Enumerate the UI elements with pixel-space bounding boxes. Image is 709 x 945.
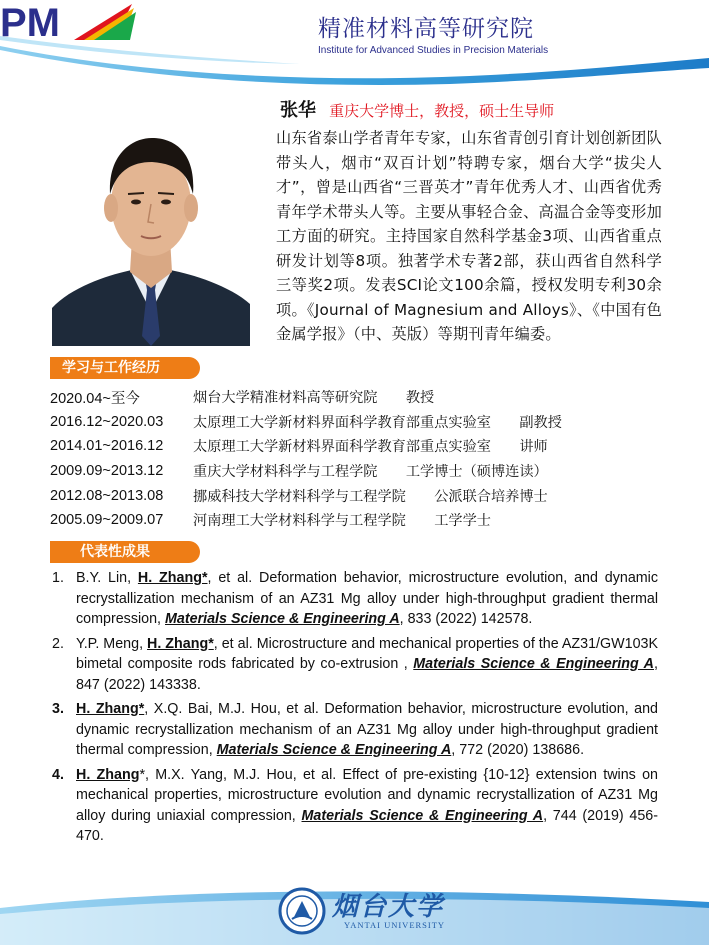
publication-title: , et al. Microstructure and mechanical properties of the AZ31/GW103K bimetal composite rods fabricated by co-extrusion , [76,635,659,672]
experience-row [50,508,690,533]
achievements-heading: 代表性成果 [50,541,200,563]
biography-text: 山东省泰山学者青年专家，山东省青创引育计划创新团队带头人，烟市“双百计划”特聘专家，烟台大学“拔尖人才”，曾是山西省“三晋英才”青年优秀人才、山西省优秀青年学术带头人等。主要从事轻合金、高温合金等变形加工方面的研究。主持国家自然科学基金3项、山西省重点研发计划等8项。独著学术专著2部，获山西省自然科学三等奖2项。发表SCI论文100余篇，授权发明专利30余项。《Journal of Magnesium and Alloys》、《中国有色金属学报》（中、英版）等期刊青年编委。 [276,129,662,343]
publication-item [28,765,658,847]
university-name-cn: 烟台大学 [332,892,445,922]
experience-desc: 太原理工大学新材料界面科学教育部重点实验室 讲师 [193,439,548,456]
publication-citation: , 833 (2022) 142578. [399,611,533,627]
journal-name: Materials Science & Engineering A [216,742,452,758]
publication-title: , et al. Deformation behavior, microstructure evolution, and dynamic recrystallization mechanism of an AZ31 Mg alloy under high-throughput gradient thermal compression, [76,570,659,627]
journal-name: Materials Science & Engineering A [301,807,544,824]
experience-date: 2005.09~2009.07 [50,512,164,529]
publication-list [28,568,658,851]
experience-date: 2014.01~2016.12 [50,438,164,455]
publication-number: 2. [52,635,64,652]
person-title: 重庆大学博士，教授，硕士生导师 [329,102,555,120]
publication-item [28,568,658,630]
publication-authors: Y.P. Meng, [76,635,148,652]
logo-text: PM [0,1,60,45]
experience-row [50,410,690,435]
publication-item [28,634,658,696]
experience-row [50,483,690,508]
pm-logo [0,0,140,46]
experience-row [50,385,690,410]
experience-date: 2009.09~2013.12 [50,463,164,480]
publication-citation: , 744 (2019) 456-470. [76,807,659,844]
publication-title: , X.Q. Bai, M.J. Hou, et al. Deformation behavior, microstructure evolution, and dynamic recrystallization mechanism of an AZ31 Mg alloy under high-throughput gradient thermal compression, [76,701,658,758]
publication-item [28,699,658,761]
highlighted-author: H. Zhang* [137,570,208,586]
journal-name: Materials Science & Engineering A [165,611,400,627]
university-name-en: YANTAI UNIVERSITY [344,920,446,930]
experience-desc: 挪威科技大学材料科学与工程学院 公派联合培养博士 [193,488,548,505]
portrait-photo [52,98,250,346]
publication-authors: B.Y. Lin, [76,570,138,586]
name-title-line [280,96,554,122]
experience-heading: 学习与工作经历 [50,357,200,379]
publication-number: 3. [52,701,64,717]
experience-list [50,385,690,533]
experience-desc: 太原理工大学新材料界面科学教育部重点实验室 副教授 [193,414,562,431]
highlighted-author: H. Zhang* [76,701,145,717]
experience-row [50,434,690,459]
experience-row [50,459,690,484]
experience-desc: 烟台大学精准材料高等研究院 教授 [193,390,435,407]
highlighted-author: H. Zhang* [147,635,214,652]
person-name: 张华 [280,100,316,121]
experience-desc: 重庆大学材料科学与工程学院 工学博士（硕博连读） [193,464,548,481]
experience-date: 2012.08~2013.08 [50,487,164,504]
publication-citation: , 772 (2020) 138686. [451,742,585,758]
publication-citation: , 847 (2022) 143338. [76,656,658,693]
highlighted-author: H. Zhang [76,766,140,783]
university-seal-icon [278,887,326,935]
publication-title: *, M.X. Yang, M.J. Hou, et al. Effect of pre-existing {10-12} extension twins on mechanical properties, microstructure evolution and dynamic recrystallization of AZ31 Mg alloy during uniaxial compression, [76,766,658,824]
experience-date: 2016.12~2020.03 [50,413,164,430]
experience-date: 2020.04~至今 [50,390,140,407]
header-banner [0,0,709,92]
institute-name-en: Institute for Advanced Studies in Precision Materials [318,45,549,56]
journal-name: Materials Science & Engineering A [413,656,655,672]
publication-number: 4. [52,766,64,783]
experience-desc: 河南理工大学材料科学与工程学院 工学学士 [193,513,491,530]
institute-name-cn: 精准材料高等研究院 [318,16,534,42]
publication-number: 1. [52,570,64,586]
